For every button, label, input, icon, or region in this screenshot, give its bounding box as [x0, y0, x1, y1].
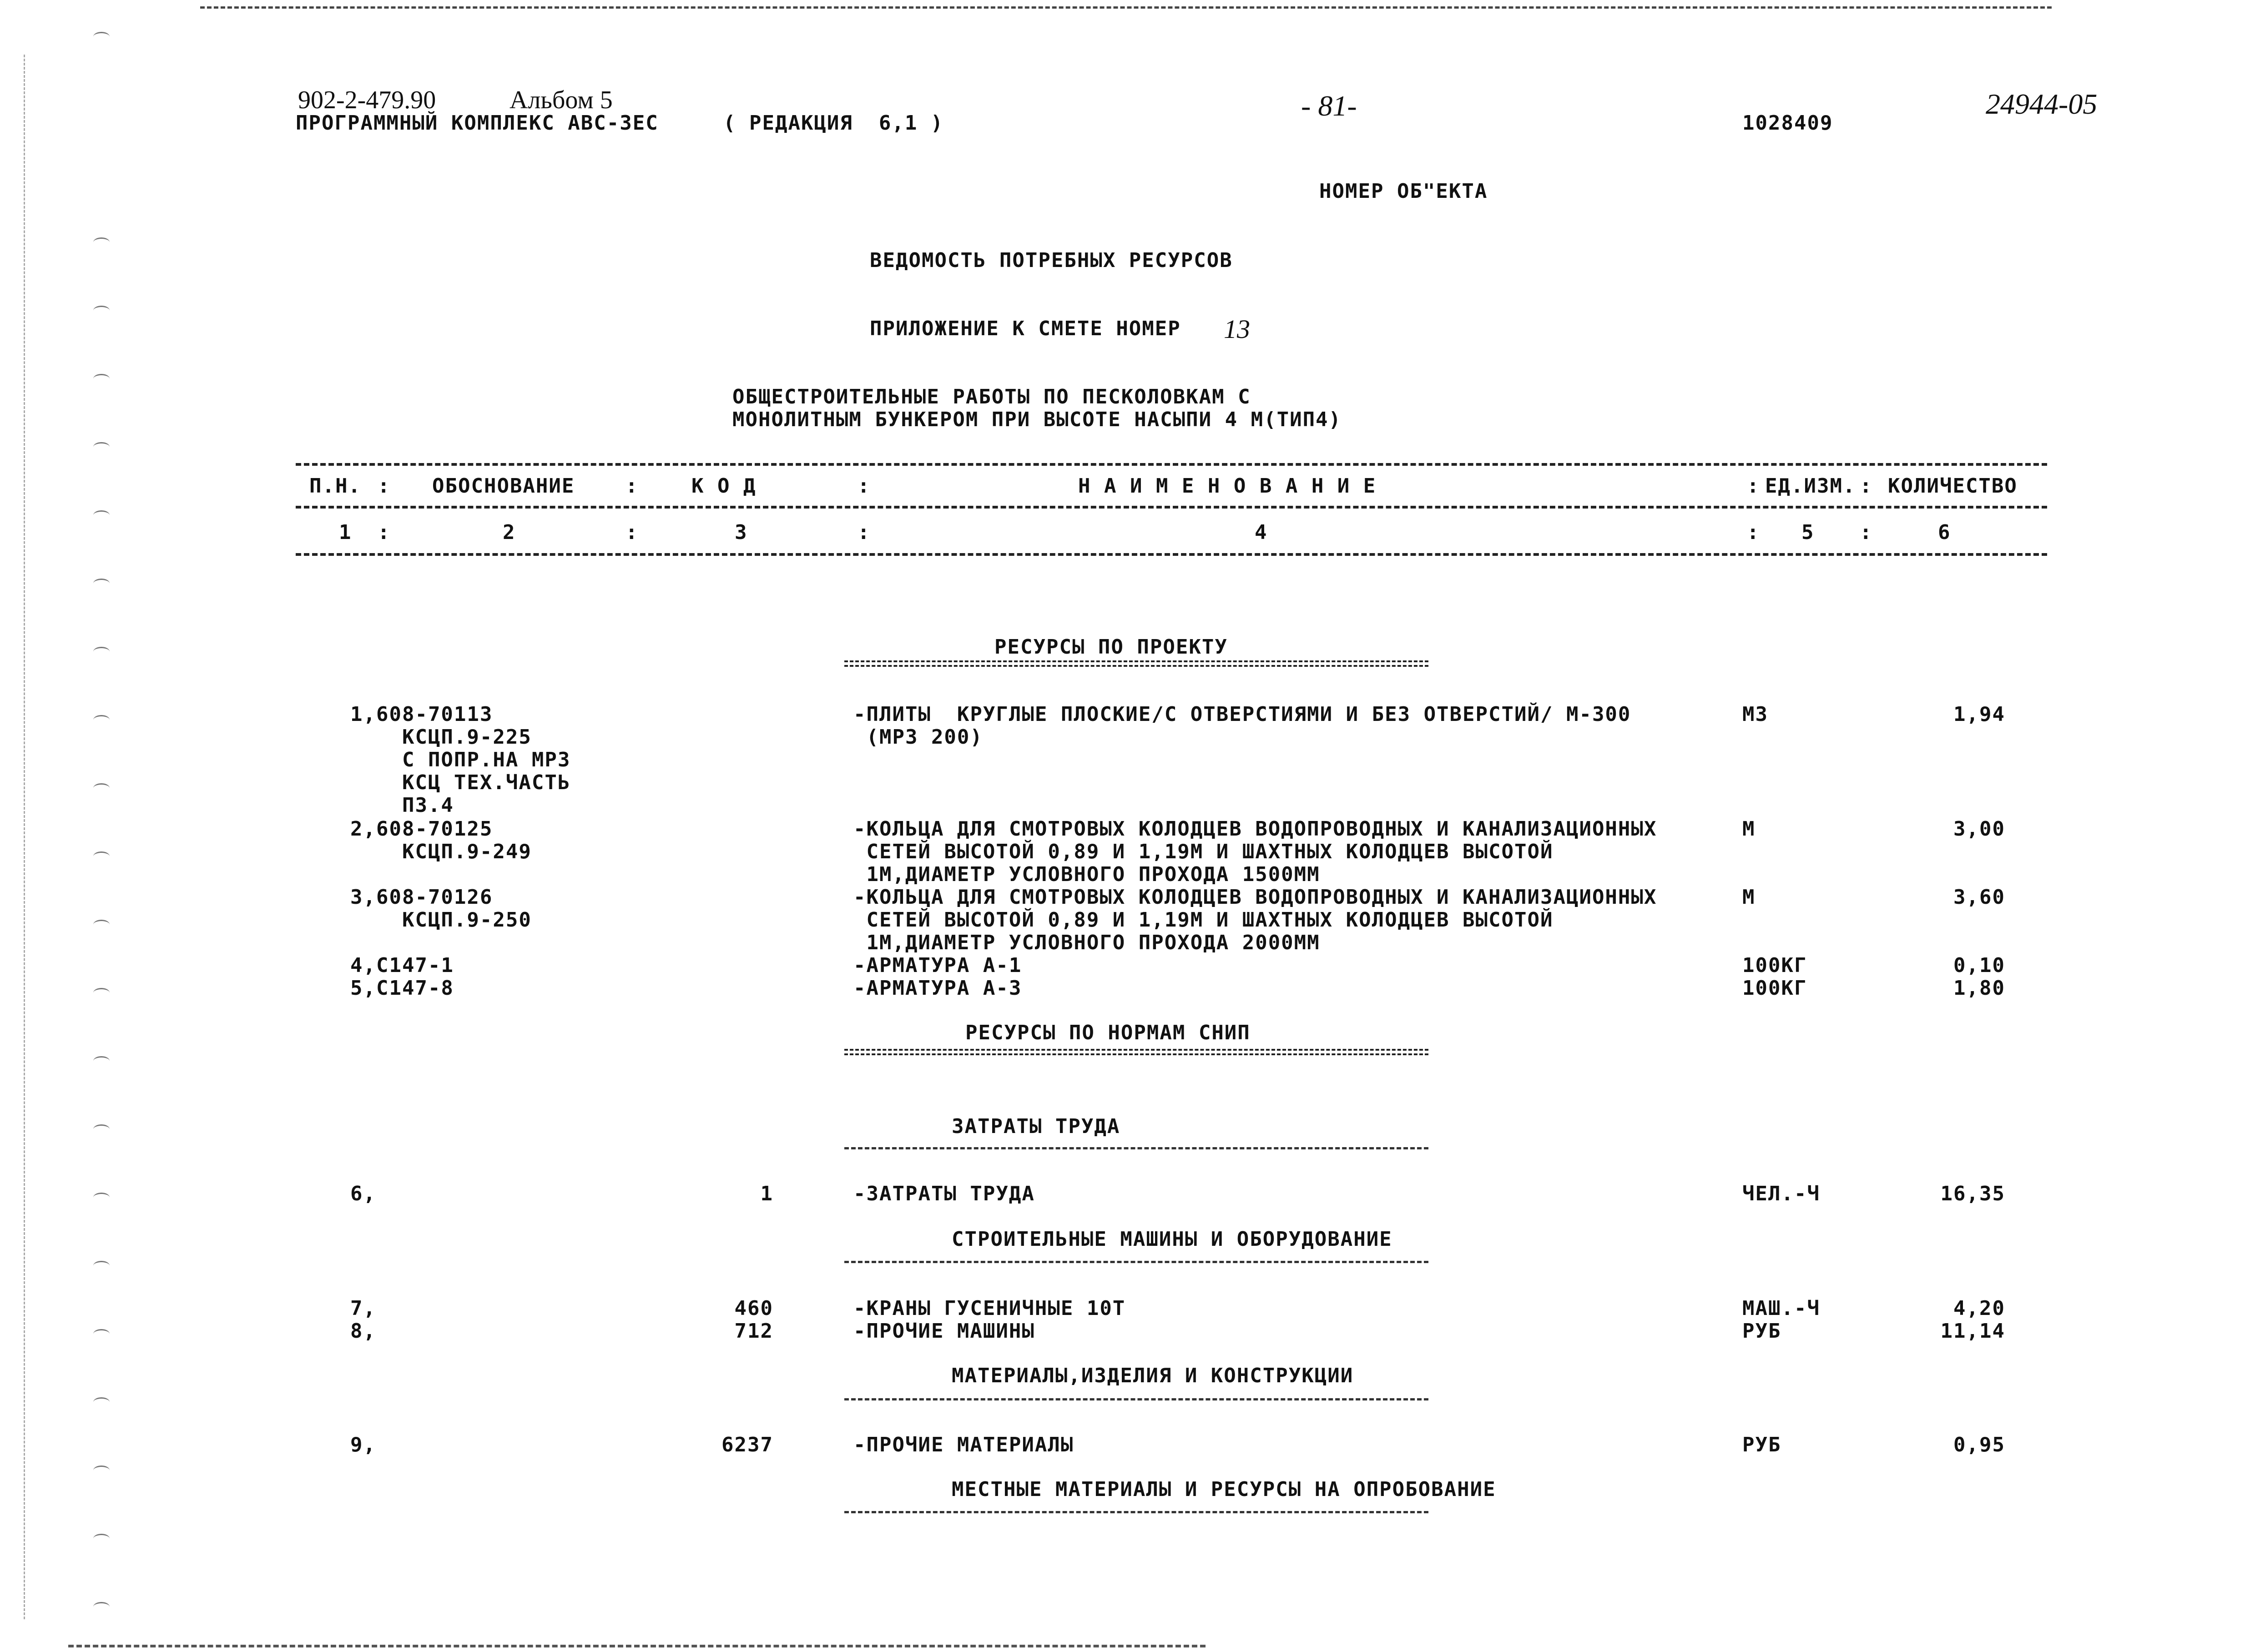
edition: ( РЕДАКЦИЯ 6,1 ) [723, 111, 944, 135]
row-6-unit: ЧЕЛ.-Ч [1742, 1182, 1820, 1205]
doc-code: 902-2-479.90 [298, 86, 436, 114]
row-9-name: -ПРОЧИЕ МАТЕРИАЛЫ [853, 1433, 1074, 1456]
col-sep: : [626, 474, 639, 498]
program-name: ПРОГРАММНЫЙ КОМПЛЕКС АВС-3ЕС [296, 111, 659, 135]
doc-number: 1028409 [1742, 111, 1833, 135]
col-sep: : [378, 474, 391, 498]
row-8-code: 712 [734, 1320, 773, 1343]
album-label: Альбом 5 [510, 86, 613, 114]
col-header-basis: ОБОСНОВАНИЕ [432, 474, 575, 498]
section-labor-underline [844, 1147, 1428, 1149]
work-title-line1: ОБЩЕСТРОИТЕЛЬНЫЕ РАБОТЫ ПО ПЕСКОЛОВКАМ С [732, 385, 1251, 408]
section-machines-title: СТРОИТЕЛЬНЫЕ МАШИНЫ И ОБОРУДОВАНИЕ [952, 1228, 1392, 1251]
row-6-qty: 16,35 [1940, 1182, 2005, 1205]
row-9-unit: РУБ [1742, 1433, 1781, 1456]
row-7-name: -КРАНЫ ГУСЕНИЧНЫЕ 10Т [853, 1297, 1126, 1320]
statement-title: ВЕДОМОСТЬ ПОТРЕБНЫХ РЕСУРСОВ [870, 249, 1233, 272]
table-header-rule [296, 506, 2047, 509]
row-2-basis: 2,608-70125 КСЦП.9-249 [350, 817, 532, 863]
row-6-basis: 6, [350, 1182, 376, 1205]
sheet-code: 24944-05 [1986, 88, 2098, 120]
col-sep: : [858, 521, 871, 544]
row-6-name: -ЗАТРАТЫ ТРУДА [853, 1182, 1035, 1205]
row-3-qty: 3,60 [1953, 886, 2005, 909]
row-8-unit: РУБ [1742, 1320, 1781, 1343]
section-snip-title: РЕСУРСЫ ПО НОРМАМ СНИП [965, 1021, 1251, 1044]
section-snip-underline [844, 1049, 1428, 1055]
section-local-title: МЕСТНЫЕ МАТЕРИАЛЫ И РЕСУРСЫ НА ОПРОБОВАНИЕ [952, 1478, 1496, 1501]
row-7-basis: 7, [350, 1297, 376, 1320]
top-perforation-line [200, 6, 2052, 9]
row-1-basis: 1,608-70113 КСЦП.9-225 С ПОПР.НА МРЗ КСЦ ТЕХ.ЧАСТЬ П3.4 [350, 703, 571, 817]
row-5-qty: 1,80 [1953, 977, 2005, 1000]
col-sep: : [378, 521, 391, 544]
row-4-qty: 0,10 [1953, 954, 2005, 977]
col-sep: : [858, 474, 871, 498]
col-number: 5 [1801, 521, 1815, 544]
row-5-unit: 100КГ [1742, 977, 1807, 1000]
row-6-code: 1 [760, 1182, 773, 1205]
col-header-code: К О Д [691, 474, 757, 498]
col-number: 2 [503, 521, 516, 544]
col-sep: : [1860, 521, 1873, 544]
col-number: 6 [1938, 521, 1951, 544]
appendix-title: ПРИЛОЖЕНИЕ К СМЕТЕ НОМЕР [870, 317, 1181, 340]
row-4-name: -АРМАТУРА А-1 [853, 954, 1022, 977]
col-header-unit: ЕД.ИЗМ. [1765, 474, 1856, 498]
row-5-name: -АРМАТУРА А-3 [853, 977, 1022, 1000]
object-number-label: НОМЕР ОБ"ЕКТА [1319, 180, 1488, 203]
row-2-qty: 3,00 [1953, 817, 2005, 841]
col-header-qty: КОЛИЧЕСТВО [1888, 474, 2018, 498]
estimate-number: 13 [1224, 314, 1250, 344]
col-sep: : [1860, 474, 1873, 498]
col-sep: : [626, 521, 639, 544]
row-5-basis: 5,С147-8 [350, 977, 454, 1000]
section-machines-underline [844, 1261, 1428, 1263]
section-local-underline [844, 1511, 1428, 1513]
section-labor-title: ЗАТРАТЫ ТРУДА [952, 1115, 1120, 1138]
col-header-pn: П.Н. [309, 474, 361, 498]
row-3-name: -КОЛЬЦА ДЛЯ СМОТРОВЫХ КОЛОДЦЕВ ВОДОПРОВОДНЫХ И КАНАЛИЗАЦИОННЫХ СЕТЕЙ ВЫСОТОЙ 0,89 И 1,19М И ШАХТНЫХ КОЛОДЦЕВ ВЫСОТОЙ 1М,ДИАМЕТР УСЛОВНОГО ПРОХОДА 2000ММ [853, 886, 1657, 954]
bottom-perforation-line [68, 1645, 1206, 1647]
row-1-qty: 1,94 [1953, 703, 2005, 726]
row-9-qty: 0,95 [1953, 1433, 2005, 1456]
row-3-unit: М [1742, 886, 1756, 909]
row-1-unit: М3 [1742, 703, 1768, 726]
row-1-name: -ПЛИТЫ КРУГЛЫЕ ПЛОСКИЕ/С ОТВЕРСТИЯМИ И БЕЗ ОТВЕРСТИЙ/ М-300 (МРЗ 200) [853, 703, 1631, 749]
page-mark: - 81- [1301, 90, 1357, 122]
left-margin-line [24, 55, 25, 1619]
col-sep: : [1747, 521, 1760, 544]
section-materials-title: МАТЕРИАЛЫ,ИЗДЕЛИЯ И КОНСТРУКЦИИ [952, 1364, 1354, 1387]
table-top-rule [296, 463, 2047, 466]
col-number: 3 [735, 521, 748, 544]
col-number: 4 [1255, 521, 1268, 544]
section-project-title: РЕСУРСЫ ПО ПРОЕКТУ [994, 635, 1228, 659]
section-project-underline [844, 660, 1428, 667]
row-7-qty: 4,20 [1953, 1297, 2005, 1320]
row-9-code: 6237 [721, 1433, 773, 1456]
section-materials-underline [844, 1398, 1428, 1400]
row-8-basis: 8, [350, 1320, 376, 1343]
row-4-basis: 4,С147-1 [350, 954, 454, 977]
row-4-unit: 100КГ [1742, 954, 1807, 977]
row-2-unit: М [1742, 817, 1756, 841]
col-header-name: Н А И М Е Н О В А Н И Е [1078, 474, 1377, 498]
row-7-code: 460 [734, 1297, 773, 1320]
row-7-unit: МАШ.-Ч [1742, 1297, 1820, 1320]
row-2-name: -КОЛЬЦА ДЛЯ СМОТРОВЫХ КОЛОДЦЕВ ВОДОПРОВОДНЫХ И КАНАЛИЗАЦИОННЫХ СЕТЕЙ ВЫСОТОЙ 0,89 И 1,19М И ШАХТНЫХ КОЛОДЦЕВ ВЫСОТОЙ 1М,ДИАМЕТР УСЛОВНОГО ПРОХОДА 1500ММ [853, 817, 1657, 886]
col-sep: : [1747, 474, 1760, 498]
col-number: 1 [339, 521, 352, 544]
work-title-line2: МОНОЛИТНЫМ БУНКЕРОМ ПРИ ВЫСОТЕ НАСЫПИ 4 М(ТИП4) [732, 408, 1342, 431]
row-8-name: -ПРОЧИЕ МАШИНЫ [853, 1320, 1035, 1343]
row-8-qty: 11,14 [1940, 1320, 2005, 1343]
row-3-basis: 3,608-70126 КСЦП.9-250 [350, 886, 532, 932]
row-9-basis: 9, [350, 1433, 376, 1456]
table-bottom-rule [296, 553, 2047, 556]
